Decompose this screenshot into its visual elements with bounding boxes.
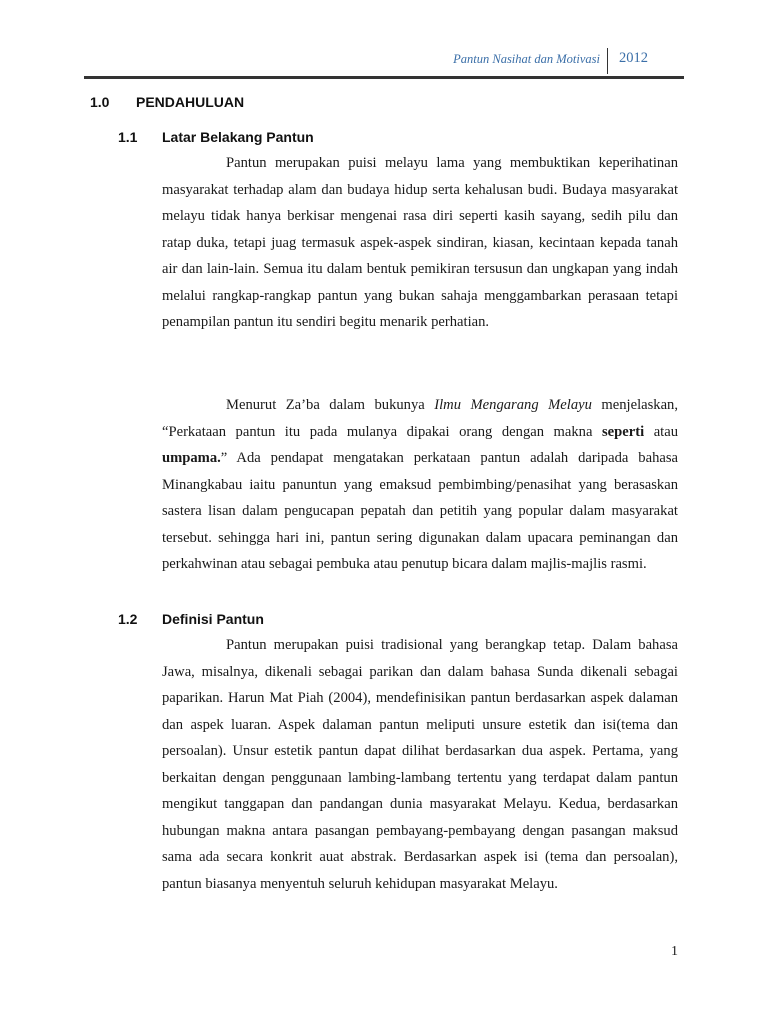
- bold-term-seperti: seperti: [602, 423, 645, 440]
- header-year: 2012: [619, 50, 648, 66]
- section-title: Latar Belakang Pantun: [162, 129, 314, 145]
- page-header: [84, 44, 684, 79]
- paragraph-latar-belakang-2: [162, 392, 678, 578]
- bold-term-umpama: umpama.: [162, 450, 221, 466]
- book-title: Ilmu Mengarang Melayu: [434, 397, 592, 413]
- paragraph-text-part3: atau: [644, 423, 678, 440]
- paragraph-latar-belakang-1: [162, 150, 678, 336]
- paragraph-text-part4: ” Ada pendapat mengatakan perkataan pantun adalah daripada bahasa Minangkabau iaitu panuntun yang emaksud pembimbing/penasihat yang berasaskan sastera lisan dalam pengucapan pepatah dan petitih yang popular dalam masyarakat tersebut. sehingga hari ini, pantun sering digunakan dalam upacara peminangan dan perkahwinan atau sebagai pembuka atau penutup bicara dalam majlis-majlis rasmi.: [162, 450, 678, 572]
- paragraph-text: Pantun merupakan puisi melayu lama yang membuktikan keperihatinan masyarakat terhadap alam dan budaya hidup serta kehalusan budi. Budaya masyarakat melayu tidak hanya berkisar mengenai rasa diri seperti kasih sayang, sedih pilu dan ratap duka, tetapi juag termasuk aspek-aspek sindiran, kiasan, kecintaan kepada tanah air dan lain-lain. Semua itu dalam bentuk pemikiran tersusun dan ungkapan yang indah melalui rangkap-rangkap pantun yang bukan sahaja menggambarkan perasaan tetapi penampilan pantun itu sendiri begitu menarik perhatian.: [162, 155, 678, 330]
- paragraph-text: Pantun merupakan puisi tradisional yang berangkap tetap. Dalam bahasa Jawa, misalnya, dikenali sebagai parikan dan dalam bahasa Sunda dikenali sebagai paparikan. Harun Mat Piah (2004), mendefinisikan pantun berdasarkan aspek dalaman dan aspek luaran. Aspek dalaman pantun meliputi unsure estetik dan isi(tema dan persoalan). Unsur estetik pantun dapat dilihat berdasarkan dua aspek. Pertama, yang berkaitan dengan penggunaan lambing-lambang tertentu yang terdapat dalam pantun mengikut tanggapan dan pandangan dunia masyarakat Melayu. Kedua, berdasarkan hubungan makna antara pasangan pembayang-pembayang dengan pasangan maksud sama ada secara konkrit auat abstrak. Berdasarkan aspek isi (tema dan persoalan), pantun biasanya menyentuh seluruh kehidupan masyarakat Melayu.: [162, 637, 678, 892]
- section-title: PENDAHULUAN: [136, 94, 245, 110]
- paragraph-text-part1: Menurut Za’ba dalam bukunya: [226, 397, 435, 413]
- header-title: Pantun Nasihat dan Motivasi: [453, 52, 600, 66]
- paragraph-definisi: [162, 632, 678, 897]
- section-number: 1.0: [90, 94, 110, 110]
- header-divider: [607, 48, 608, 74]
- page-number: 1: [671, 944, 678, 959]
- section-number: 1.1: [118, 129, 138, 145]
- section-title: Definisi Pantun: [162, 611, 264, 627]
- paragraph-text-part2: menjelaskan, “Perkataan pantun itu pada mulanya dipakai orang dengan makna: [162, 397, 679, 440]
- section-number: 1.2: [118, 611, 138, 627]
